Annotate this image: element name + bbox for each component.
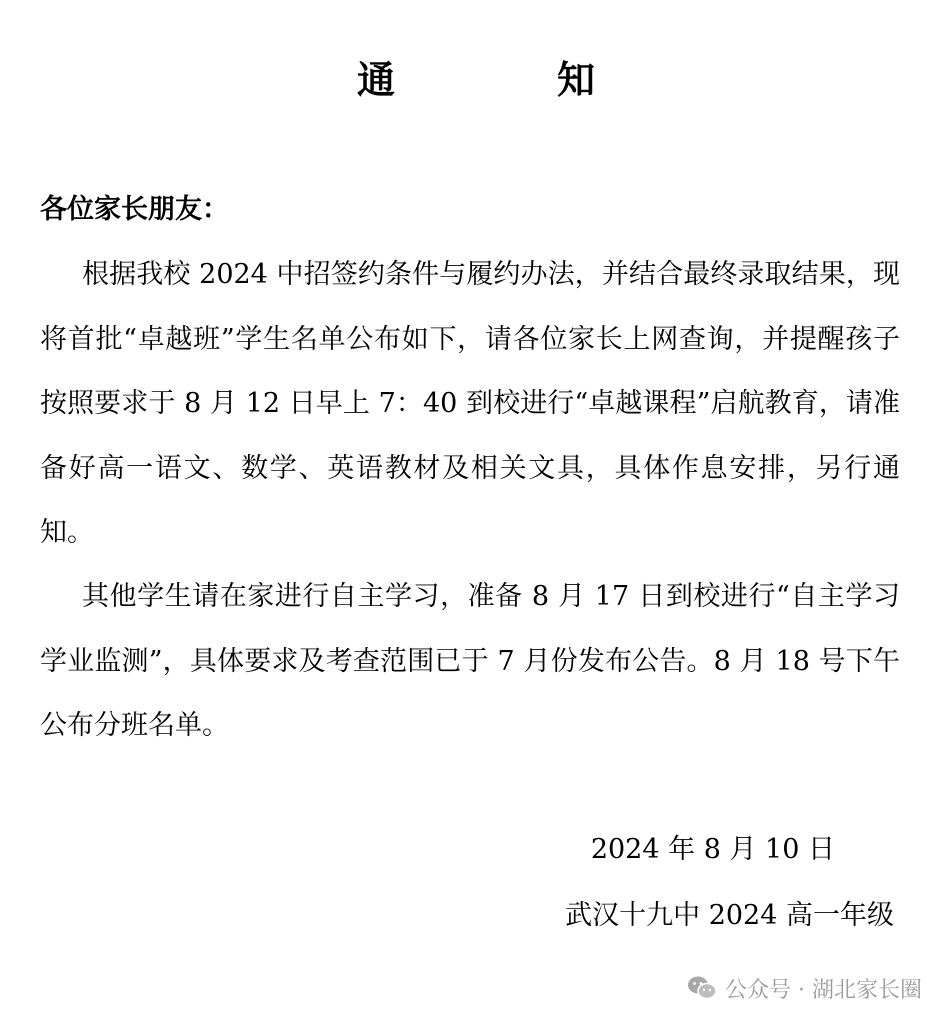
notice-title: 通 知: [356, 58, 657, 102]
notice-date: 2024 年 8 月 10 日: [590, 834, 835, 865]
wechat-icon: [687, 975, 717, 1001]
issuer-signature: 武汉十九中 2024 高一年级: [565, 900, 894, 931]
watermark-text: 公众号 · 湖北家长圈: [725, 977, 922, 1003]
body-paragraph-2: 其他学生请在家进行自主学习，准备 8 月 17 日到校进行“自主学习学业监测”，具体要求及考查范围已于 7 月份发布公告。8 月 18 号下午公布分班名单。: [40, 581, 900, 741]
watermark: [687, 970, 922, 1006]
salutation: 各位家长朋友：: [40, 194, 229, 225]
body-paragraph-1: 根据我校 2024 中招签约条件与履约办法，并结合最终录取结果，现将首批“卓越班”学生名单公布如下，请各位家长上网查询，并提醒孩子按照要求于 8 月 12 日早上 7：40 到校进行“卓越课程”启航教育，请准备好高一语文、数学、英语教材及相关文具，具体作息安排，另行通知。: [40, 259, 900, 548]
